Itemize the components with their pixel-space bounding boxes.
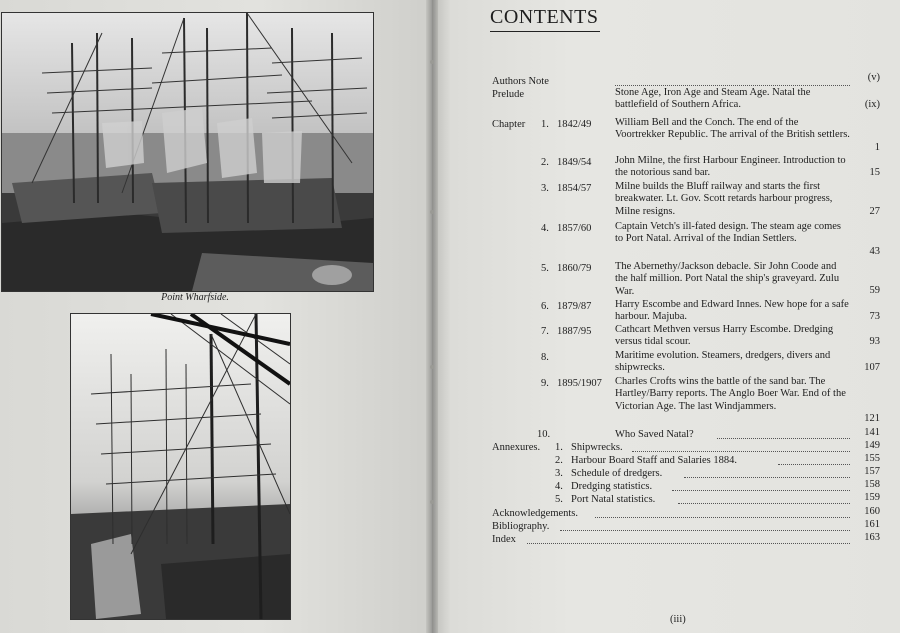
chapter-page: 59	[869, 285, 880, 296]
chapter-number: 9.	[541, 378, 549, 389]
harbour-photo-sailing-ships	[1, 12, 374, 292]
binding-stitch	[430, 500, 434, 504]
leader-dots	[672, 490, 850, 491]
toc-label-prelude: Prelude	[492, 89, 525, 100]
toc-page-prelude: (ix)	[864, 99, 880, 110]
chapter-title: The Abernethy/Jackson debacle. Sir John Coode and the half million. Port Natal the ship's graveyard. Zulu War.	[615, 261, 840, 297]
annexure-page: 159	[864, 492, 880, 503]
annexure-page: 155	[864, 453, 880, 464]
left-page	[0, 0, 432, 633]
annexure-number: 3.	[555, 468, 563, 479]
chapter-title: Harry Escombe and Edward Innes. New hope for a safe harbour. Majuba.	[615, 299, 849, 323]
chapter-number: 5.	[541, 263, 549, 274]
chapter-number: 6.	[541, 301, 549, 312]
contents-heading: CONTENTS	[490, 6, 599, 28]
toc-page-index: 163	[864, 532, 880, 543]
chapter-page: 93	[869, 336, 880, 347]
heading-underline	[490, 31, 600, 32]
chapter-years: 1879/87	[557, 301, 592, 312]
leader-dots	[632, 451, 850, 452]
toc-page-bibliography: 161	[864, 519, 880, 530]
chapter-page: 141	[864, 427, 880, 438]
binding-stitch	[430, 210, 434, 214]
chapter-title: John Milne, the first Harbour Engineer. Introduction to the notorious sand bar.	[615, 155, 846, 179]
annexure-title: Schedule of dredgers.	[571, 468, 663, 479]
chapter-title: William Bell and the Conch. The end of the Voortrekker Republic. The arrival of the British settlers.	[615, 117, 850, 141]
toc-page-acknowledgements: 160	[864, 506, 880, 517]
leader-dots	[615, 85, 850, 86]
toc-label-index: Index	[492, 534, 516, 545]
toc-page-authors-note: (v)	[867, 72, 880, 83]
chapter-years: 1842/49	[557, 119, 592, 130]
annexure-title: Shipwrecks.	[571, 442, 623, 453]
chapter-title: Charles Crofts wins the battle of the sand bar. The Hartley/Barry reports. The Anglo Boer War. End of the Victorian Age. The last Windjammers.	[615, 376, 846, 412]
chapter-number: 8.	[541, 352, 549, 363]
annexure-number: 5.	[555, 494, 563, 505]
chapter-title: Captain Vetch's ill-fated design. The steam age comes to Port Natal. Arrival of the Indian Settlers.	[615, 221, 842, 245]
chapter-page: 15	[869, 167, 880, 178]
annexure-page: 149	[864, 440, 880, 451]
toc-annexures-label: Annexures.	[492, 442, 541, 453]
leader-dots	[717, 438, 850, 439]
chapter-page: 73	[869, 311, 880, 322]
leader-dots	[595, 517, 850, 518]
annexure-page: 157	[864, 466, 880, 477]
binding-stitch	[430, 365, 434, 369]
chapter-page: 43	[869, 246, 880, 257]
chapter-years: 1887/95	[557, 326, 592, 337]
annexure-title: Dredging statistics.	[571, 481, 653, 492]
leader-dots	[678, 503, 850, 504]
toc-chapter-label: Chapter	[492, 119, 526, 130]
annexure-number: 4.	[555, 481, 563, 492]
chapter-page: 1	[874, 142, 880, 153]
chapter-years: 1857/60	[557, 223, 592, 234]
page-folio: (iii)	[670, 614, 686, 625]
toc-label-acknowledgements: Acknowledgements.	[492, 508, 579, 519]
chapter-title: Milne builds the Bluff railway and starts the first breakwater. Lt. Gov. Scott retards harbour progress, Milne resigns.	[615, 181, 833, 217]
chapter-number: 10.	[537, 429, 551, 440]
chapter-number: 4.	[541, 223, 549, 234]
chapter-title: Who Saved Natal?	[615, 429, 694, 440]
leader-dots	[684, 477, 850, 478]
chapter-title: Cathcart Methven versus Harry Escombe. Dredging versus tidal scour.	[615, 324, 834, 348]
toc-text-prelude: Stone Age, Iron Age and Steam Age. Natal the battlefield of Southern Africa.	[615, 87, 811, 111]
chapter-years: 1849/54	[557, 157, 592, 168]
chapter-page: 107	[864, 362, 880, 373]
book-spine	[426, 0, 438, 633]
annexure-number: 2.	[555, 455, 563, 466]
toc-label-bibliography: Bibliography.	[492, 521, 550, 532]
chapter-title: Maritime evolution. Steamers, dredgers, divers and shipwrecks.	[615, 350, 831, 374]
chapter-number: 1.	[541, 119, 549, 130]
annexure-page: 158	[864, 479, 880, 490]
chapter-number: 7.	[541, 326, 549, 337]
chapter-number: 2.	[541, 157, 549, 168]
annexure-title: Port Natal statistics.	[571, 494, 656, 505]
annexure-number: 1.	[555, 442, 563, 453]
binding-stitch	[430, 60, 434, 64]
toc-label-authors-note: Authors Note	[492, 76, 549, 87]
chapter-number: 3.	[541, 183, 549, 194]
chapter-page: 27	[869, 206, 880, 217]
chapter-years: 1854/57	[557, 183, 592, 194]
chapter-page: 121	[864, 413, 880, 424]
photo-caption: Point Wharfside.	[161, 292, 229, 303]
leader-dots	[560, 530, 850, 531]
leader-dots	[527, 543, 850, 544]
harbour-photo-masts-wharf	[70, 313, 291, 620]
chapter-years: 1895/1907	[557, 378, 602, 389]
annexure-title: Harbour Board Staff and Salaries 1884.	[571, 455, 738, 466]
chapter-years: 1860/79	[557, 263, 592, 274]
